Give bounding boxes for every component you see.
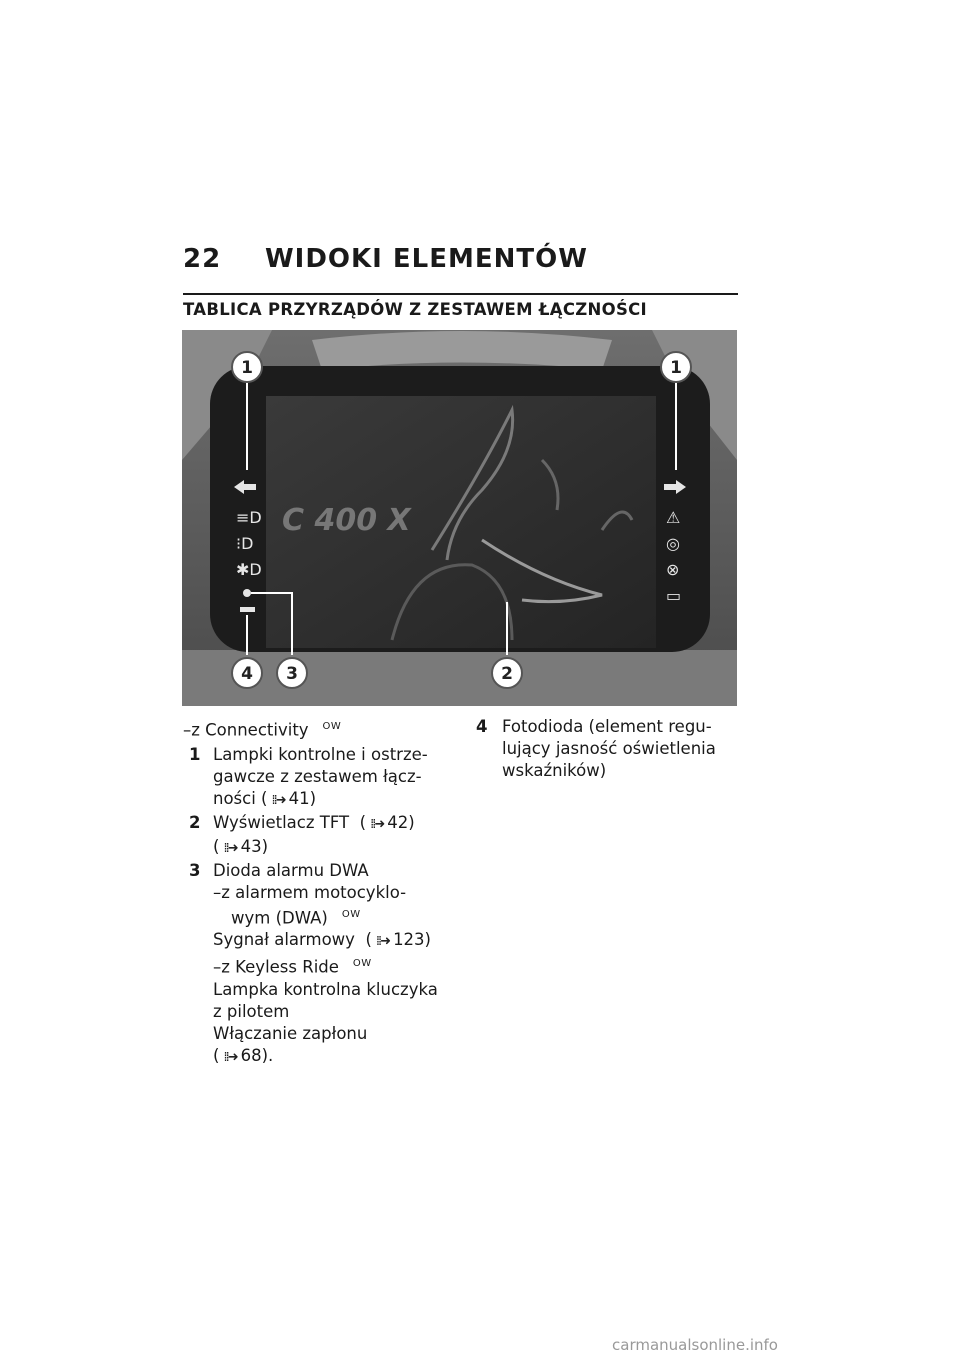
svg-text:◎: ◎ [666,534,680,553]
option-line [183,716,443,742]
option-label: –z Connectivity [183,720,309,740]
svg-text:1: 1 [241,358,253,378]
list-item: 2 Wyświetlacz TFT ( ⁞⁞➜ 42) ( ⁞⁞➜ 43) [183,812,443,860]
list-item: 3 Dioda alarmu DWA –z alarmem motocyklo- wym (DWA) $^{OW}$ Sygnał alarmowy ( ⁞⁞➜ 123) –z Keyless Ride $^{OW}$ Lampka kontrolna kluczyka z pilotem Włączanie zapłonu ( ⁞⁞➜ 68). [183,860,443,1069]
instrument-cluster-figure [182,330,737,706]
page-ref-arrow-icon: ⁞⁞➜ [271,792,285,808]
list-item: 4 Fotodioda (element regu- lujący jasność oświetlenia wskaźników) [476,717,716,780]
svg-text:⚠: ⚠ [666,508,681,527]
svg-text:1: 1 [670,358,682,378]
page-ref-arrow-icon: ⁞⁞➜ [223,840,237,856]
divider [183,293,738,295]
list-item: 1 Lampki kontrolne i ostrze- gawcze z zestawem łącz- ności ( ⁞⁞➜ 41) [183,744,443,812]
svg-text:3: 3 [286,664,298,684]
page-ref-arrow-icon: ⁞⁞➜ [375,934,390,949]
option-mark: OW [322,721,342,732]
left-column [183,716,443,1069]
page-header [183,244,588,274]
section-title: TABLICA PRZYRZĄDÓW Z ZESTAWEM ŁĄCZNOŚCI [183,300,647,319]
page-ref-arrow-icon: ⁞⁞➜ [370,816,384,832]
footer-watermark: carmanualsonline.info [612,1336,778,1354]
svg-text:⁝D: ⁝D [236,534,254,553]
svg-text:⊗: ⊗ [666,560,680,579]
svg-text:4: 4 [241,664,253,684]
page-number: 22 [183,244,222,274]
svg-text:≡D: ≡D [236,508,262,527]
page-ref-arrow-icon: ⁞⁞➜ [223,1049,237,1065]
svg-text:✱D: ✱D [236,560,262,579]
svg-text:▭: ▭ [666,586,682,605]
right-column [472,716,742,782]
svg-text:2: 2 [501,664,513,684]
svg-text:C 400 X: C 400 X [282,503,411,538]
page-title: WIDOKI ELEMENTÓW [265,244,588,274]
